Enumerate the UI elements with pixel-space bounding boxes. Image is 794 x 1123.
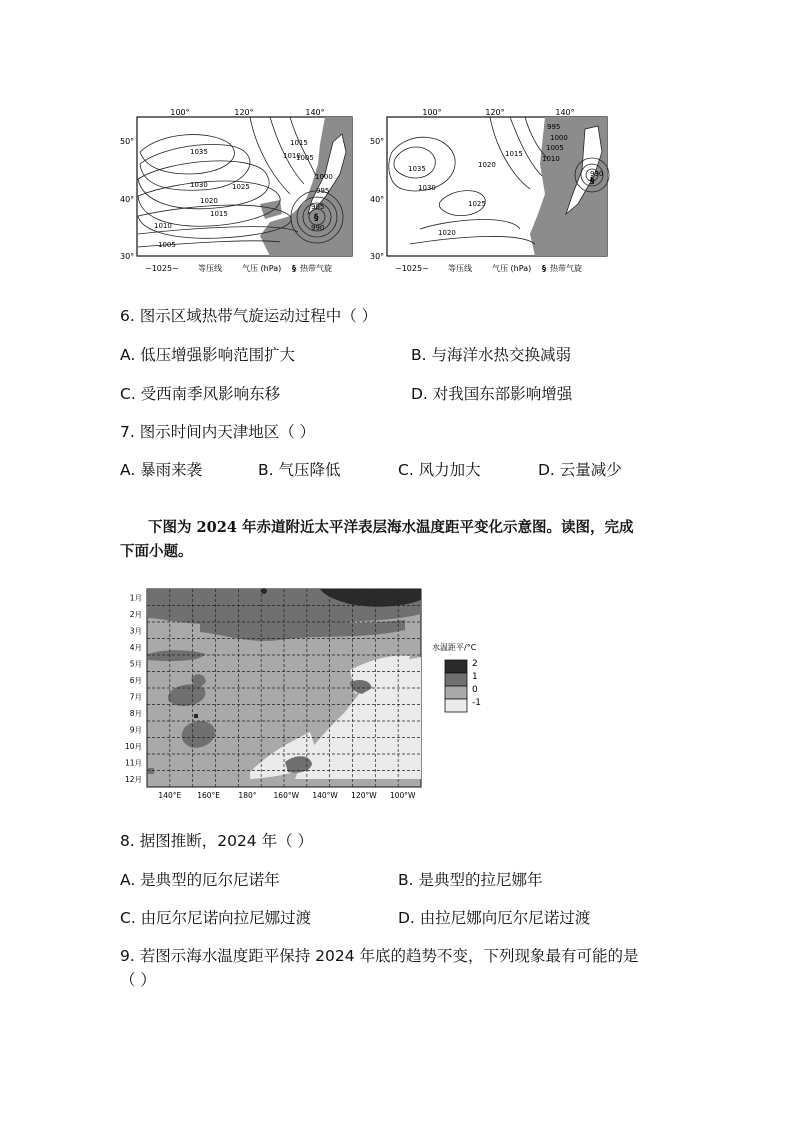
month-label: 6月 [129,675,142,685]
legend-pressure-label: 气压 (hPa) [242,264,282,273]
question-7: 7. 图示时间内天津地区（ ） [120,423,316,441]
cyclone-icon: § [292,264,296,273]
legend-cyclone-label: 热带气旋 [550,264,582,273]
lat-label: 30° [120,252,135,261]
option-6a: A. 低压增强影响范围扩大 [120,346,296,364]
month-label: 3月 [129,626,142,636]
isobar-map-right [370,104,620,276]
isobar-label: 1005 [296,154,314,162]
option-8a: A. 是典型的厄尔尼诺年 [120,871,280,889]
legend-swatch [445,660,467,673]
isobar-label: 1025 [468,200,486,208]
isobar-label: 1020 [478,161,496,169]
lon-label: 120° [485,108,505,117]
option-8d: D. 由拉尼娜向厄尔尼诺过渡 [398,909,591,927]
option-6b: B. 与海洋水热交换减弱 [411,346,571,364]
isobar-label: 985 [311,203,325,211]
isobar-label: 990 [311,224,325,232]
intro-line-1: 下图为 2024 年赤道附近太平洋表层海水温度距平变化示意图。读图，完成 [148,519,634,536]
isobar-label: 1010 [542,155,560,163]
lon-label: 140° [305,108,325,117]
lon-tick-label: 160°E [197,791,221,800]
isobar-label: 1015 [210,210,228,218]
question-9: 9. 若图示海水温度距平保持 2024 年底的趋势不变，下列现象最有可能的是 [120,947,639,965]
month-label: 2月 [129,609,142,619]
month-label: 10月 [124,741,142,751]
isobar-label: 1000 [550,134,568,142]
isobar-label: 995 [547,123,561,131]
sst-anomaly-chart [120,582,500,804]
legend-isoline-sample: ~1025~ [145,264,179,273]
lon-tick-label: 100°W [389,791,416,800]
legend-swatch [445,673,467,686]
month-label: 11月 [124,758,142,768]
month-label: 1月 [129,593,142,603]
month-label: 4月 [129,642,142,652]
lon-tick-label: 140°E [158,791,182,800]
isobar-label: 1005 [546,144,564,152]
lon-label: 100° [170,108,190,117]
isobar-label: 1020 [200,197,218,205]
option-7a: A. 暴雨来袭 [120,461,203,479]
legend-value: 2 [472,659,478,669]
isobar-label: 1035 [190,148,208,156]
lon-label: 140° [555,108,575,117]
option-7c: C. 风力加大 [398,461,481,479]
legend-value: 0 [472,685,478,695]
isobar-label: 1010 [283,152,301,160]
lon-label: 100° [422,108,442,117]
isobar-label: 990 [590,170,604,178]
cyclone-icon: § [314,213,319,223]
lon-label: 120° [234,108,254,117]
legend-title: 水温距平/°C [432,643,477,652]
cyclone-icon: § [542,264,546,273]
lon-tick-label: 160°W [273,791,300,800]
isobar-label: 1005 [158,241,176,249]
isobar-label: 1020 [438,229,456,237]
legend-isoline-sample: ~1025~ [395,264,429,273]
lat-label: 40° [370,195,385,204]
lon-tick-label: 180° [238,791,257,800]
option-7d: D. 云量减少 [538,461,622,479]
cyclone-icon: § [590,176,595,186]
isobar-label: 1035 [408,165,426,173]
legend-isoline-label: 等压线 [198,264,222,273]
month-label: 5月 [129,659,142,669]
month-label: 7月 [129,692,142,702]
legend-swatch [445,699,467,712]
isobar-label: 1010 [154,222,172,230]
legend-swatch [445,686,467,699]
lon-tick-label: 140°W [312,791,338,800]
question-6: 6. 图示区域热带气旋运动过程中（ ） [120,307,378,325]
option-8b: B. 是典型的拉尼娜年 [398,871,543,889]
question-8: 8. 据图推断，2024 年（ ） [120,832,314,850]
month-label: 12月 [124,774,142,784]
intro-line-2: 下面小题。 [120,543,193,560]
lat-label: 40° [120,195,135,204]
lat-label: 50° [120,137,135,146]
lat-label: 50° [370,137,385,146]
legend-isoline-label: 等压线 [448,264,472,273]
option-6d: D. 对我国东部影响增强 [411,385,573,403]
isobar-label: 1030 [418,184,436,192]
isobar-label: 1015 [505,150,523,158]
legend-pressure-label: 气压 (hPa) [492,264,532,273]
option-6c: C. 受西南季风影响东移 [120,385,281,403]
option-7b: B. 气压降低 [258,461,341,479]
isobar-label: 1000 [315,173,333,181]
legend-value: -1 [472,698,481,708]
legend-cyclone-label: 热带气旋 [300,264,332,273]
isobar-label: 1030 [190,181,208,189]
isobar-label: 1015 [290,139,308,147]
legend-value: 1 [472,672,478,682]
isobar-label: 1025 [232,183,250,191]
isobar-label: 995 [316,187,330,195]
month-label: 9月 [129,725,142,735]
question-9-blank: （ ） [120,971,156,989]
isobar-map-left [120,104,370,276]
lat-label: 30° [370,252,385,261]
lon-tick-label: 120°W [351,791,377,800]
month-label: 8月 [129,708,142,718]
option-8c: C. 由厄尔尼诺向拉尼娜过渡 [120,909,312,927]
